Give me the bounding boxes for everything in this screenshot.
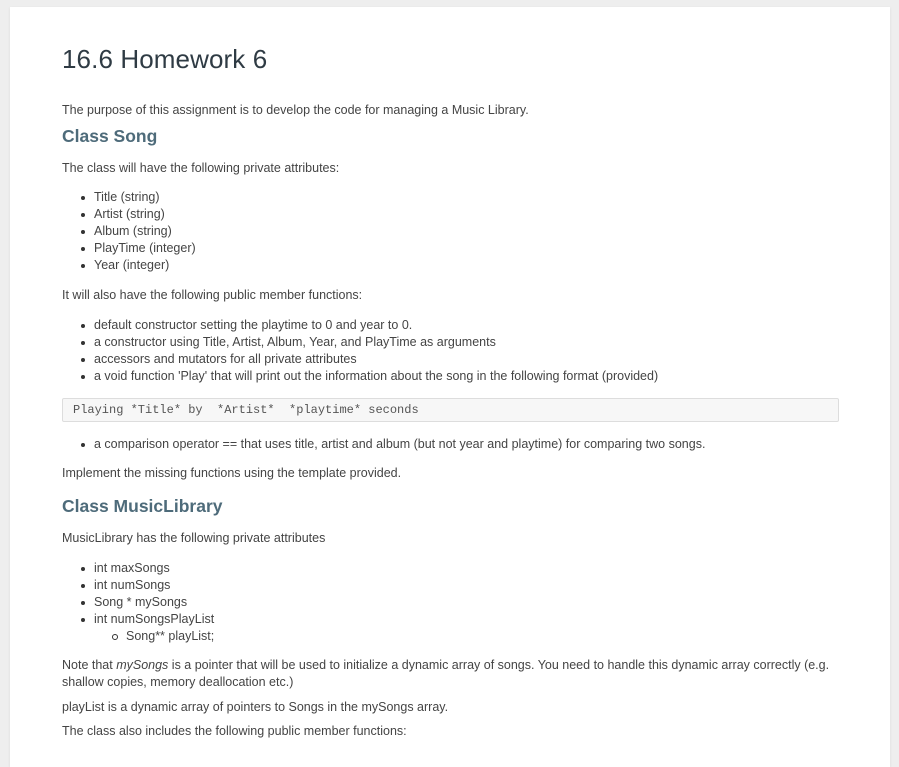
song-functions-intro: It will also have the following public member functions: — [62, 288, 363, 302]
song-attributes-intro: The class will have the following private attributes: — [62, 161, 340, 175]
list-item: int numSongs — [62, 577, 214, 594]
note-prefix: Note that — [62, 658, 117, 672]
list-item: accessors and mutators for all private attributes — [62, 351, 658, 368]
code-sample: Playing *Title* by *Artist* *playtime* seconds — [62, 398, 839, 422]
list-item: Album (string) — [62, 223, 196, 240]
playlist-note: playList is a dynamic array of pointers to Songs in the mySongs array. — [62, 700, 449, 714]
library-attributes-intro: MusicLibrary has the following private attributes — [62, 531, 326, 545]
list-item: Artist (string) — [62, 206, 196, 223]
sub-list-item: Song** playList; — [62, 628, 214, 645]
library-section-heading: Class MusicLibrary — [62, 496, 223, 516]
document-card — [10, 7, 890, 767]
list-item: a comparison operator == that uses title, artist and album (but not year and playtime) for comparing two songs. — [62, 436, 705, 453]
song-functions-list — [62, 317, 658, 385]
list-item: default constructor setting the playtime to 0 and year to 0. — [62, 317, 658, 334]
library-attributes-list — [62, 560, 214, 645]
list-item: Song * mySongs — [62, 594, 214, 611]
list-item: int numSongsPlayList — [62, 611, 214, 628]
list-item: int maxSongs — [62, 560, 214, 577]
intro-paragraph: The purpose of this assignment is to develop the code for managing a Music Library. — [62, 103, 529, 117]
list-item: a void function 'Play' that will print out the information about the song in the following format (provided) — [62, 368, 658, 385]
list-item: PlayTime (integer) — [62, 240, 196, 257]
song-section-heading: Class Song — [62, 126, 158, 146]
library-functions-intro: The class also includes the following public member functions: — [62, 724, 407, 738]
page-title: 16.6 Homework 6 — [62, 44, 268, 74]
note-suffix: is a pointer that will be used to initialize a dynamic array of songs. You need to handle this dynamic array correctly (e.g. shallow copies, memory deallocation etc.) — [62, 658, 830, 689]
song-attributes-list — [62, 189, 196, 274]
list-item: a constructor using Title, Artist, Album, Year, and PlayTime as arguments — [62, 334, 658, 351]
comparison-list — [62, 436, 705, 453]
mysongs-note — [62, 657, 839, 691]
list-item: Title (string) — [62, 189, 196, 206]
list-item: Year (integer) — [62, 257, 196, 274]
implement-note: Implement the missing functions using the template provided. — [62, 466, 402, 480]
note-emphasis: mySongs — [116, 658, 169, 672]
